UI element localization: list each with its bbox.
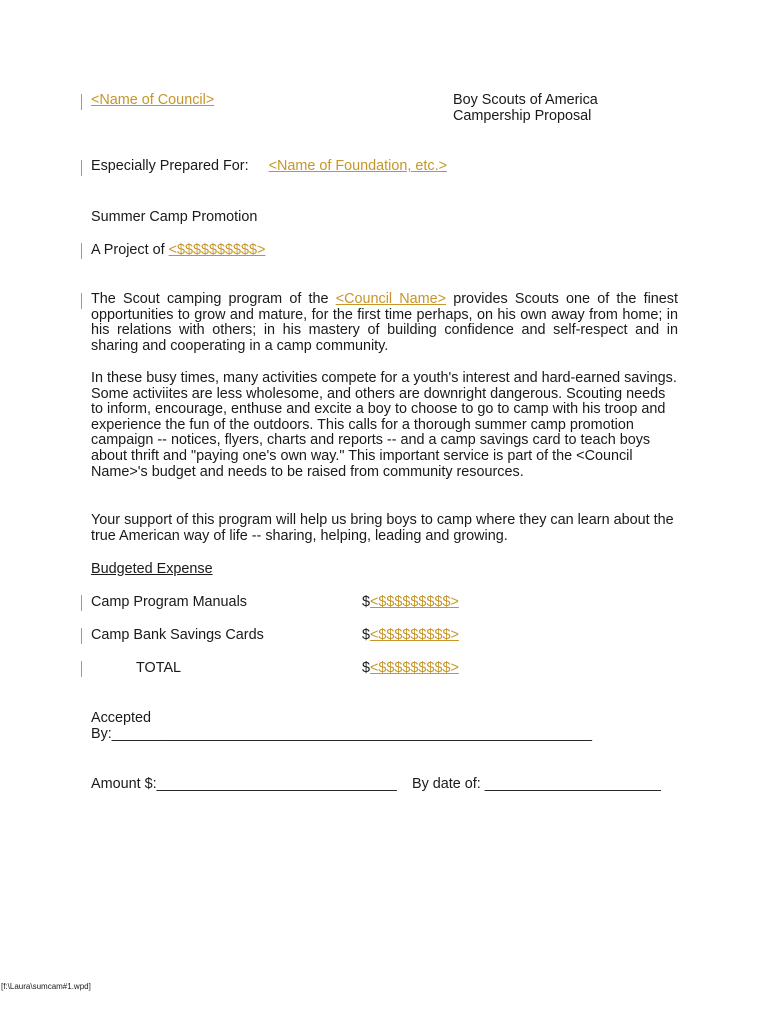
budget-row-amount [362, 594, 459, 610]
margin-bar [81, 243, 82, 259]
amount-line: Amount $:______________________________ [91, 776, 397, 792]
budget-row-label: Camp Program Manuals [91, 594, 247, 610]
currency-symbol: $ [362, 660, 371, 676]
paragraph-text: provides Scouts one of the finest opportunities to grow and mature, for the first time perhaps, on his own away from home; in his relations with others; in his mastery of building confidence and self-respect and in sharing and cooperating in a camp community. [91, 291, 678, 354]
budget-total-label: TOTAL [136, 660, 182, 676]
amount-placeholder[interactable]: <$$$$$$$$$> [370, 660, 459, 676]
margin-bar [81, 293, 82, 309]
prepared-for-label: Especially Prepared For: [91, 158, 249, 174]
currency-symbol: $ [362, 627, 371, 643]
margin-bar [81, 661, 82, 677]
paragraph-busy-times: In these busy times, many activities compete for a youth's interest and hard-earned savings. Some activiites are less wholesome, and others are downright dangerous. Scouting needs to inform, encourage, enthuse and excite a boy to choose to go to camp with his troop and experience the fun of the outdoors. This calls for a thorough summer camp promotion campaign -- notices, flyers, charts and reports -- and a camp savings card to teach boys about thrift and "paying one's own way." This important service is part of the <Council Name>'s budget and needs to be raised from community resources. [91, 370, 677, 480]
paragraph-camping-program [91, 292, 678, 354]
foundation-name-placeholder[interactable]: <Name of Foundation, etc.> [268, 158, 447, 174]
currency-symbol: $ [362, 594, 371, 610]
document-title: Summer Camp Promotion [91, 209, 258, 225]
accepted-by-line: By:____________________________________________________________ [91, 726, 592, 742]
amount-placeholder[interactable]: <$$$$$$$$$> [370, 627, 459, 643]
project-line [91, 242, 265, 258]
budget-total-amount [362, 660, 459, 676]
prepared-for-line [91, 158, 447, 174]
amount-placeholder[interactable]: <$$$$$$$$$> [370, 594, 459, 610]
margin-bar [81, 94, 82, 110]
file-path-footer: [f:\Laura\sumcam#1.wpd] [1, 982, 91, 991]
accepted-by-block [91, 710, 592, 742]
org-header [453, 92, 598, 124]
council-name-link[interactable]: <Council Name> [335, 291, 447, 307]
paragraph-support: Your support of this program will help us bring boys to camp where they can learn about the true American way of life -- sharing, helping, leading and growing. [91, 512, 674, 544]
paragraph-text: The Scout camping program of the [91, 291, 336, 307]
budget-heading: Budgeted Expense [91, 561, 213, 577]
margin-bar [81, 595, 82, 611]
project-amount-placeholder[interactable]: <$$$$$$$$$$> [168, 242, 266, 258]
budget-row-label: Camp Bank Savings Cards [91, 627, 264, 643]
proposal-type: Campership Proposal [453, 108, 592, 124]
accepted-label: Accepted [91, 710, 152, 726]
project-label: A Project of [91, 242, 169, 258]
margin-bar [81, 160, 82, 176]
council-name-placeholder[interactable]: <Name of Council> [91, 92, 215, 108]
budget-row-amount [362, 627, 459, 643]
by-date-line: By date of: ______________________ [412, 776, 661, 792]
org-name: Boy Scouts of America [453, 92, 598, 108]
margin-bar [81, 628, 82, 644]
